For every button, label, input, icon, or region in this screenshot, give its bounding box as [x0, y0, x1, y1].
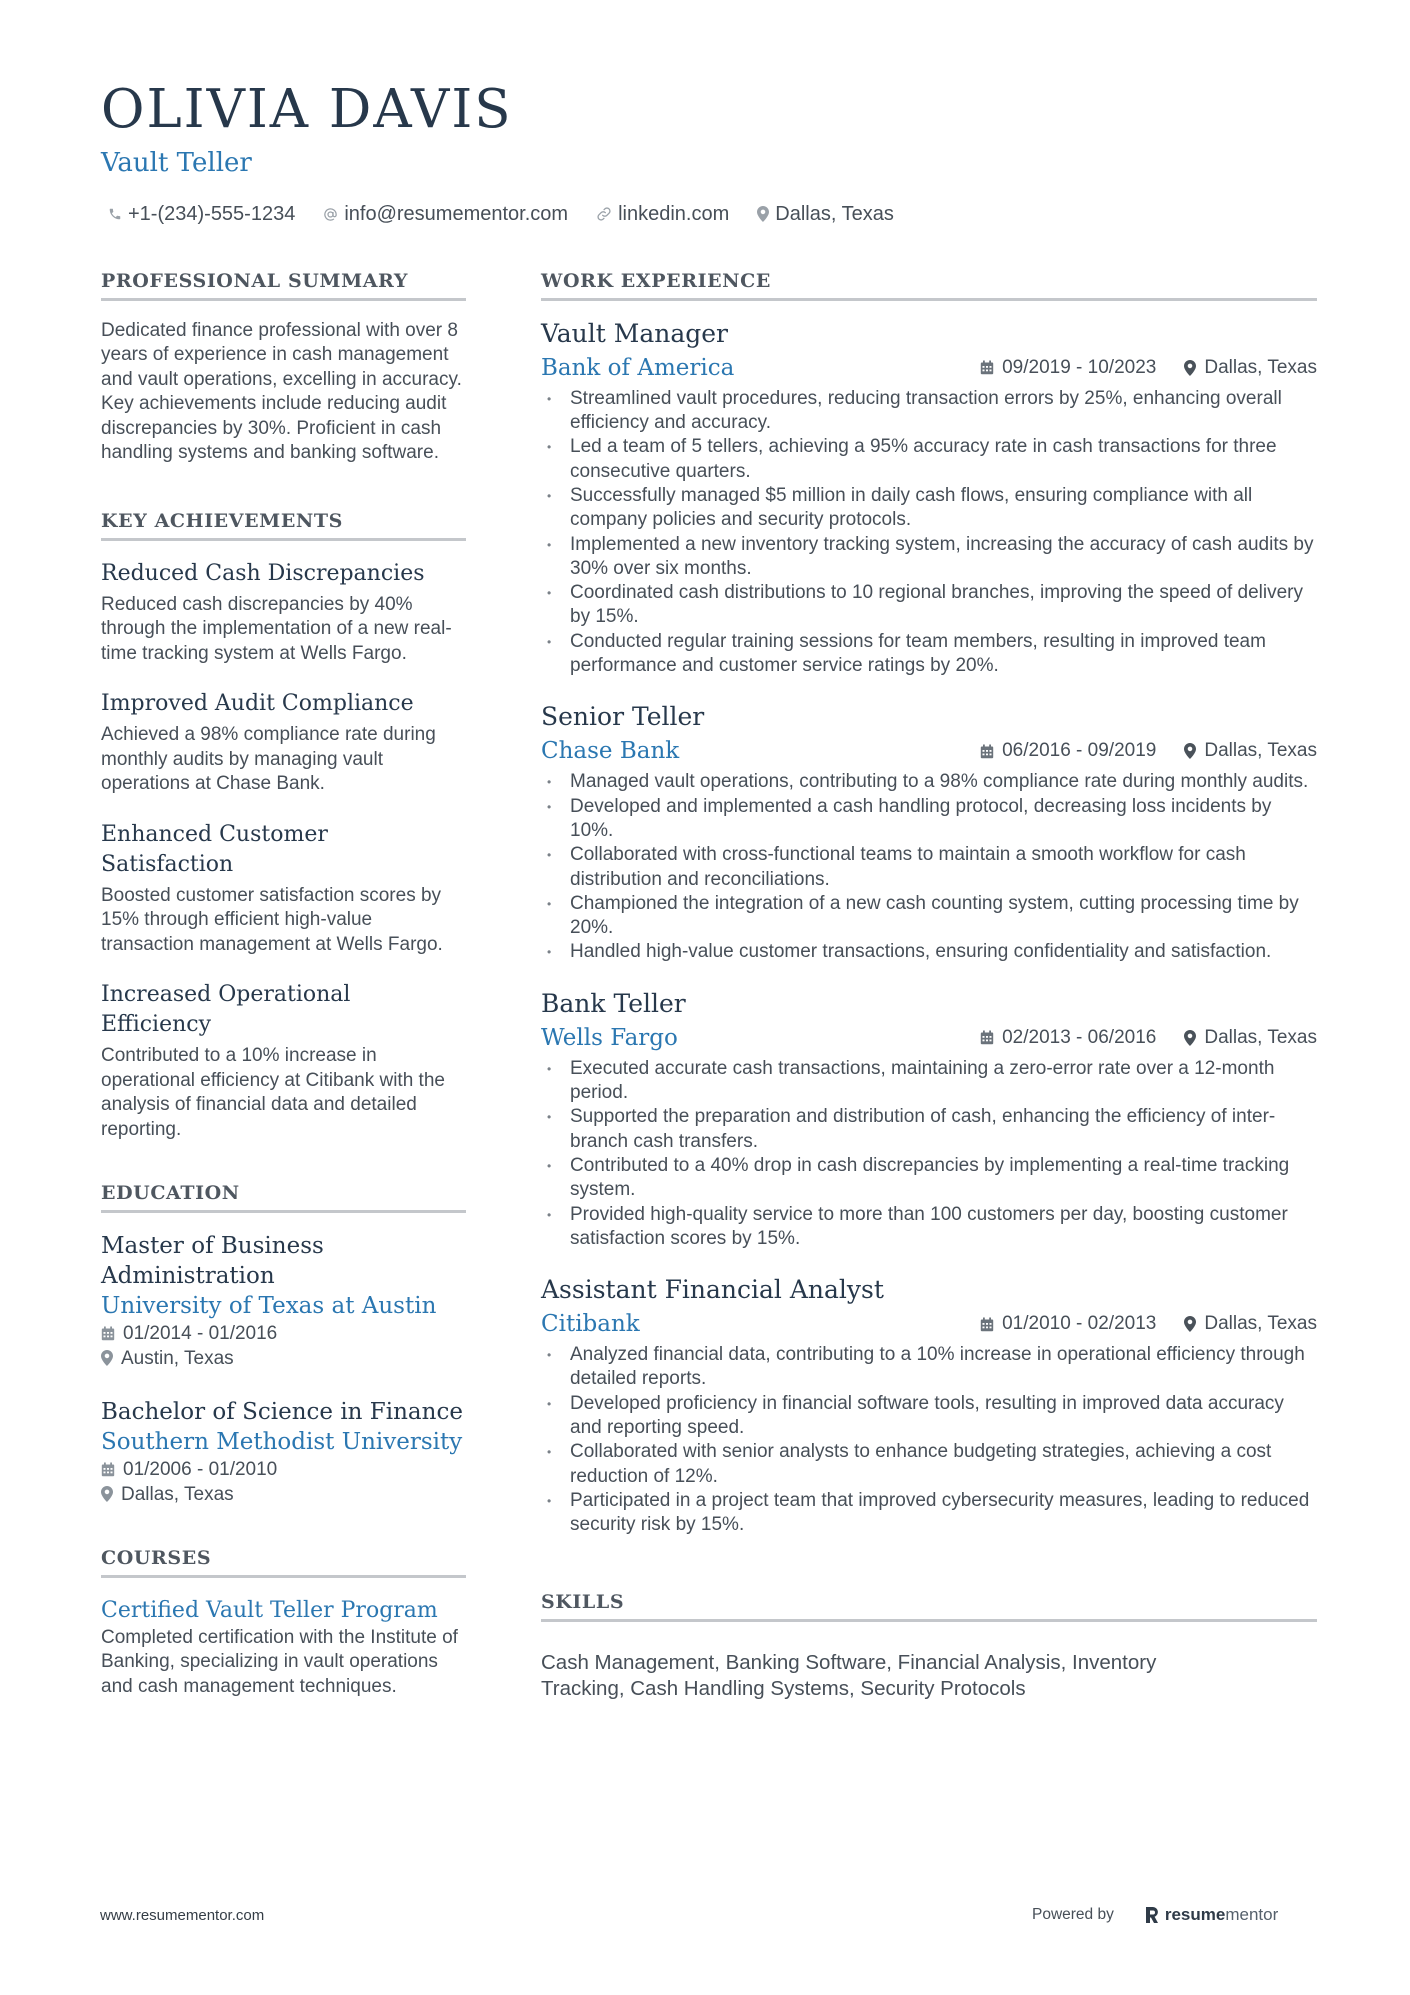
- job-dates-text: 01/2010 - 02/2013: [1002, 1313, 1157, 1335]
- achievement-title: Increased Operational Efficiency: [101, 982, 351, 1038]
- job-header: [541, 1309, 1317, 1339]
- job-bullets: [541, 1343, 1317, 1537]
- school-name: University of Texas at Austin: [101, 1292, 437, 1319]
- education-dates: [101, 1457, 466, 1482]
- job-bullet: • Successfully managed $5 million in daily cash flows, ensuring compliance with all company policies and security protocols.: [541, 484, 1317, 533]
- education-dates: [101, 1321, 466, 1346]
- job-dates: [980, 357, 1156, 379]
- job-bullet: • Supported the preparation and distribution of cash, enhancing the efficiency of inter-branch cash transfers.: [541, 1105, 1317, 1154]
- achievements-heading: KEY ACHIEVEMENTS: [101, 510, 466, 541]
- brand-name-bold: resume: [1164, 1905, 1226, 1924]
- skills-text: Cash Management, Banking Software, Financial Analysis, Inventory Tracking, Cash Handling Systems, Security Protocols: [541, 1651, 1157, 1701]
- phone-icon: [108, 207, 122, 221]
- job-location: [1184, 1027, 1317, 1049]
- achievement-title: Reduced Cash Discrepancies: [101, 560, 425, 586]
- job-bullet: • Handled high-value customer transactions, ensuring confidentiality and satisfaction.: [541, 940, 1317, 964]
- company-name: Chase Bank: [541, 738, 680, 765]
- experience-heading: WORK EXPERIENCE: [541, 270, 1317, 301]
- location-icon: [757, 206, 769, 222]
- right-column: [541, 270, 1317, 1702]
- job-header: [541, 353, 1317, 383]
- brand-name-light: mentor: [1225, 1905, 1279, 1924]
- contact-email-text: info@resumementor.com: [344, 202, 569, 225]
- education-location: [101, 1346, 466, 1371]
- education-location-text: Austin, Texas: [121, 1347, 234, 1369]
- job-bullet: • Executed accurate cash transactions, maintaining a zero-error rate over a 12-month period.: [541, 1057, 1317, 1106]
- job-bullet: • Coordinated cash distributions to 10 regional branches, improving the speed of delivery by 15%.: [541, 581, 1317, 630]
- job-header: [541, 1023, 1317, 1053]
- job-location-text: Dallas, Texas: [1204, 1026, 1317, 1048]
- summary-section: [101, 270, 466, 466]
- footer-website-link[interactable]: www.resumementor.com: [100, 1907, 265, 1924]
- education-section: [101, 1182, 466, 1507]
- achievement-title: Improved Audit Compliance: [101, 691, 414, 717]
- calendar-icon: [980, 360, 994, 375]
- courses-section: [101, 1547, 466, 1699]
- job-title: Senior Teller: [541, 702, 705, 732]
- contact-phone[interactable]: [108, 203, 295, 226]
- education-item: [101, 1231, 466, 1371]
- summary-text: Dedicated finance professional with over 8 years of experience in cash management and vault operations, excelling in accuracy. Key achievements include reducing audit discrepancies by 30%. Proficient in cash handling systems and banking software.: [101, 319, 462, 464]
- job-meta: [980, 1027, 1317, 1049]
- job-bullet: • Developed and implemented a cash handling protocol, decreasing loss incidents by 10%.: [541, 795, 1317, 844]
- job-bullet: • Collaborated with cross-functional teams to maintain a smooth workflow for cash distribution and reconciliations.: [541, 843, 1317, 892]
- job-dates-text: 06/2016 - 09/2019: [1002, 740, 1157, 762]
- job-dates: [980, 1313, 1156, 1335]
- job-bullet: • Participated in a project team that improved cybersecurity measures, leading to reduced security risk by 15%.: [541, 1489, 1317, 1538]
- skills-section: [541, 1591, 1317, 1702]
- job-location-text: Dallas, Texas: [1204, 1313, 1317, 1335]
- education-dates-text: 01/2006 - 01/2010: [123, 1458, 278, 1480]
- course-text: Completed certification with the Institute of Banking, specializing in vault operations and cash management techniques.: [101, 1626, 458, 1697]
- contact-linkedin[interactable]: [596, 203, 729, 226]
- location-icon: [1184, 743, 1196, 759]
- job-bullet: • Developed proficiency in financial software tools, resulting in improved data accuracy and reporting speed.: [541, 1392, 1317, 1441]
- degree-title: Bachelor of Science in Finance: [101, 1398, 463, 1425]
- job-location: [1184, 1313, 1317, 1335]
- school-name: Southern Methodist University: [101, 1428, 463, 1455]
- job-dates: [980, 740, 1156, 762]
- job-bullet: • Conducted regular training sessions for team members, resulting in improved team performance and customer service ratings by 20%.: [541, 630, 1317, 679]
- resumementor-logo-icon: [1144, 1905, 1160, 1925]
- job-bullets: [541, 770, 1317, 964]
- courses-heading: COURSES: [101, 1547, 466, 1578]
- job-dates: [980, 1027, 1156, 1049]
- job-header: [541, 736, 1317, 766]
- achievement-item: [101, 689, 466, 797]
- education-dates-text: 01/2014 - 01/2016: [123, 1322, 278, 1344]
- course-item: [101, 1596, 466, 1700]
- job-bullet: • Collaborated with senior analysts to enhance budgeting strategies, achieving a cost reduction of 12%.: [541, 1440, 1317, 1489]
- company-name: Citibank: [541, 1311, 640, 1338]
- achievement-text: Achieved a 98% compliance rate during monthly audits by managing vault operations at Chase Bank.: [101, 724, 436, 795]
- job-location-text: Dallas, Texas: [1204, 740, 1317, 762]
- achievements-section: [101, 510, 466, 1142]
- job-location-text: Dallas, Texas: [1204, 356, 1317, 378]
- course-title: Certified Vault Teller Program: [101, 1597, 438, 1623]
- education-heading: EDUCATION: [101, 1182, 466, 1213]
- contact-bar: [108, 200, 922, 228]
- calendar-icon: [980, 1317, 994, 1332]
- achievement-item: [101, 820, 466, 958]
- location-icon: [101, 1486, 113, 1502]
- job-location: [1184, 740, 1317, 762]
- job-bullet: • Streamlined vault procedures, reducing transaction errors by 25%, enhancing overall efficiency and accuracy.: [541, 387, 1317, 436]
- job-entry: [541, 1275, 1317, 1537]
- candidate-role: Vault Teller: [101, 148, 252, 178]
- degree-title: Master of Business Administration: [101, 1232, 324, 1289]
- job-meta: [980, 740, 1317, 762]
- job-title: Vault Manager: [541, 318, 729, 348]
- job-location: [1184, 357, 1317, 379]
- job-entry: [541, 702, 1317, 964]
- calendar-icon: [980, 744, 994, 759]
- location-icon: [1184, 1030, 1196, 1046]
- job-bullet: • Championed the integration of a new cash counting system, cutting processing time by 20%.: [541, 892, 1317, 941]
- link-icon: [596, 206, 612, 222]
- job-meta: [980, 1313, 1317, 1335]
- job-bullet: • Implemented a new inventory tracking system, increasing the accuracy of cash audits by 30% over six months.: [541, 533, 1317, 582]
- company-name: Wells Fargo: [541, 1024, 678, 1051]
- left-column: [101, 270, 466, 1699]
- calendar-icon: [101, 1326, 115, 1341]
- powered-by-label: Powered by: [1032, 1906, 1114, 1923]
- education-location-text: Dallas, Texas: [121, 1483, 234, 1505]
- contact-phone-text: +1-(234)-555-1234: [128, 202, 296, 225]
- job-bullet: • Managed vault operations, contributing to a 98% compliance rate during monthly audits.: [541, 770, 1317, 794]
- achievement-text: Reduced cash discrepancies by 40% through the implementation of a new real-time tracking system at Wells Fargo.: [101, 593, 452, 664]
- summary-heading: PROFESSIONAL SUMMARY: [101, 270, 466, 301]
- job-entry: [541, 319, 1317, 679]
- footer-branding[interactable]: [1032, 1901, 1278, 1929]
- job-dates-text: 02/2013 - 06/2016: [1002, 1026, 1157, 1048]
- job-bullet: • Contributed to a 40% drop in cash discrepancies by implementing a real-time tracking system.: [541, 1154, 1317, 1203]
- location-icon: [101, 1350, 113, 1366]
- job-title: Assistant Financial Analyst: [541, 1275, 884, 1305]
- job-bullets: [541, 387, 1317, 679]
- calendar-icon: [101, 1462, 115, 1477]
- location-icon: [1184, 1316, 1196, 1332]
- achievement-text: Boosted customer satisfaction scores by 15% through efficient high-value transaction management at Wells Fargo.: [101, 884, 443, 955]
- contact-email[interactable]: [323, 203, 568, 226]
- contact-location-text: Dallas, Texas: [775, 202, 894, 225]
- job-bullet: • Analyzed financial data, contributing to a 10% increase in operational efficiency through detailed reports.: [541, 1343, 1317, 1392]
- location-icon: [1184, 360, 1196, 376]
- education-item: [101, 1397, 466, 1507]
- achievement-item: [101, 980, 466, 1142]
- at-icon: [323, 207, 338, 222]
- job-dates-text: 09/2019 - 10/2023: [1002, 356, 1157, 378]
- job-bullet: • Provided high-quality service to more than 100 customers per day, boosting customer satisfaction scores by 15%.: [541, 1203, 1317, 1252]
- resumementor-logo: [1144, 1905, 1278, 1925]
- skills-heading: SKILLS: [541, 1591, 1317, 1622]
- achievement-text: Contributed to a 10% increase in operational efficiency at Citibank with the analysis of financial data and detailed reporting.: [101, 1045, 445, 1140]
- calendar-icon: [980, 1030, 994, 1045]
- achievement-title: Enhanced Customer Satisfaction: [101, 821, 328, 877]
- job-title: Bank Teller: [541, 988, 686, 1018]
- experience-section: [541, 270, 1317, 1537]
- job-meta: [980, 357, 1317, 379]
- contact-location: [757, 203, 894, 226]
- job-bullet: • Led a team of 5 tellers, achieving a 95% accuracy rate in cash transactions for three consecutive quarters.: [541, 435, 1317, 484]
- candidate-name: OLIVIA DAVIS: [101, 79, 513, 140]
- company-name: Bank of America: [541, 354, 735, 381]
- education-location: [101, 1482, 466, 1507]
- job-bullets: [541, 1057, 1317, 1251]
- job-entry: [541, 989, 1317, 1251]
- achievement-item: [101, 559, 466, 667]
- contact-linkedin-text: linkedin.com: [618, 202, 730, 225]
